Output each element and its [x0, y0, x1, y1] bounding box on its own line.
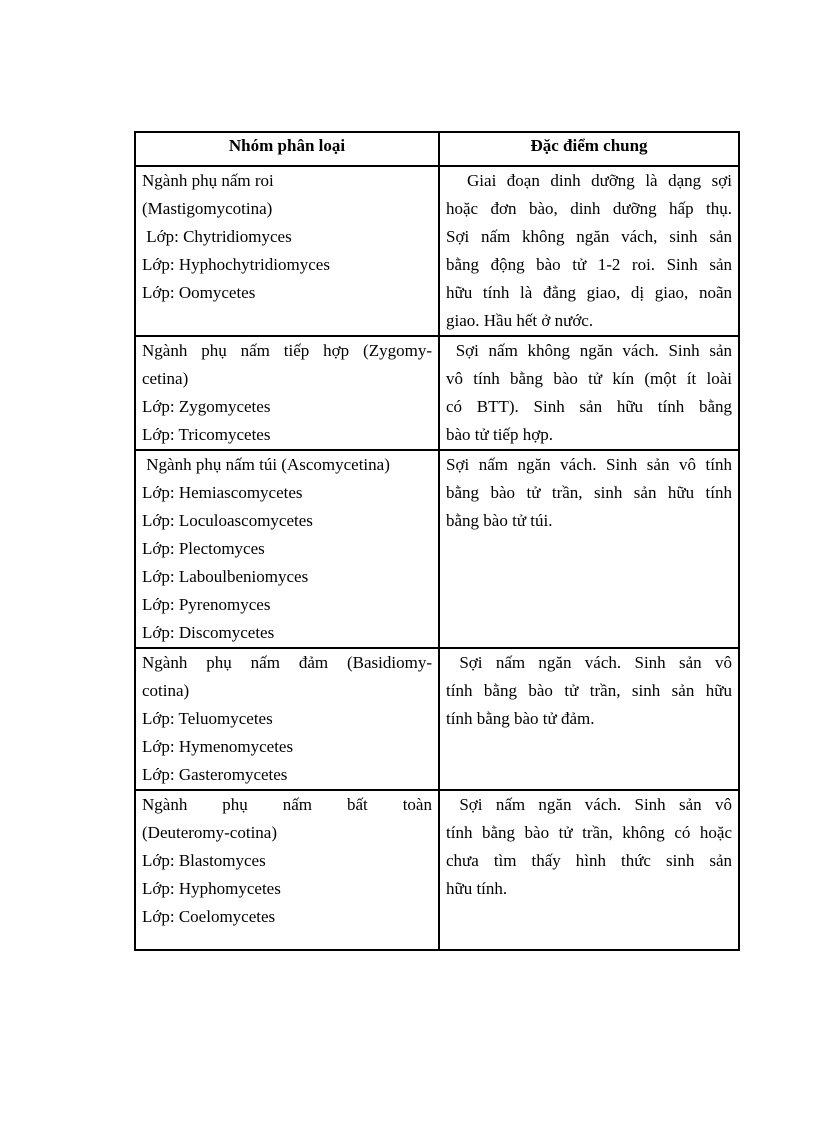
feature-line: hữu tính là đẳng giao, dị giao, noãn	[446, 283, 732, 302]
group-line: Lớp: Gasteromycetes	[142, 765, 288, 784]
group-word: nấm	[282, 795, 313, 814]
group-line: cotina)	[142, 681, 190, 700]
features-cell	[439, 336, 739, 450]
header-features: Đặc điểm chung	[439, 132, 739, 166]
table-row	[135, 450, 739, 648]
group-line: Lớp: Teluomycetes	[142, 709, 273, 728]
feature-line: bằng bào tử túi.	[446, 511, 553, 530]
feature-line: tính bằng bào tử trần, không có hoặc	[446, 823, 732, 842]
feature-line: bằng bào tử trần, sinh sản hữu tính	[446, 483, 732, 502]
group-cell	[135, 450, 439, 648]
feature-line: Sợi nấm ngăn vách. Sinh sản vô tính	[446, 455, 732, 474]
group-line: Lớp: Loculoascomycetes	[142, 511, 313, 530]
features-cell	[439, 790, 739, 950]
features-cell	[439, 166, 739, 336]
group-line: Lớp: Laboulbeniomyces	[142, 567, 309, 586]
feature-line: hoặc đơn bào, dinh dưỡng hấp thụ.	[446, 199, 732, 218]
features-cell	[439, 648, 739, 790]
group-line: Lớp: Hyphomycetes	[142, 879, 281, 898]
feature-line: Sợi nấm không ngăn vách. Sinh sản	[446, 341, 732, 360]
table-row	[135, 166, 739, 336]
group-line: Ngành phụ nấm đảm (Basidiomy-	[142, 653, 432, 672]
features-cell	[439, 450, 739, 648]
group-line: Lớp: Pyrenomyces	[142, 595, 271, 614]
group-line: Lớp: Chytridiomyces	[142, 227, 292, 246]
group-line: Lớp: Discomycetes	[142, 623, 275, 642]
feature-line: có BTT). Sinh sản hữu tính bằng	[446, 397, 732, 416]
feature-line: giao. Hầu hết ở nước.	[446, 311, 594, 330]
group-word: toàn	[402, 795, 432, 814]
table-row	[135, 648, 739, 790]
group-line: Lớp: Zygomycetes	[142, 397, 271, 416]
classification-table	[134, 131, 740, 951]
feature-line: tính bằng bào tử đảm.	[446, 709, 595, 728]
group-line: cetina)	[142, 369, 189, 388]
group-cell	[135, 648, 439, 790]
group-line: Lớp: Oomycetes	[142, 283, 256, 302]
group-line: Lớp: Plectomyces	[142, 539, 265, 558]
feature-line: tính bằng bào tử trần, sinh sản hữu	[446, 681, 732, 700]
feature-line: Giai đoạn dinh dưỡng là dạng sợi	[446, 171, 732, 190]
group-cell	[135, 790, 439, 950]
feature-line: Sợi nấm ngăn vách. Sinh sản vô	[446, 795, 732, 814]
feature-line: Sợi nấm không ngăn vách, sinh sản	[446, 227, 732, 246]
group-cell	[135, 336, 439, 450]
feature-line: vô tính bằng bào tử kín (một ít loài	[446, 369, 732, 388]
group-line: Lớp: Coelomycetes	[142, 907, 276, 926]
feature-line: bằng động bào tử 1-2 roi. Sinh sản	[446, 255, 732, 274]
group-line: (Mastigomycotina)	[142, 199, 273, 218]
group-word: bất	[346, 795, 368, 814]
table-row	[135, 790, 739, 950]
feature-line: chưa tìm thấy hình thức sinh sản	[446, 851, 732, 870]
group-line: Lớp: Blastomyces	[142, 851, 266, 870]
table-row	[135, 336, 739, 450]
group-line: Lớp: Hemiascomycetes	[142, 483, 303, 502]
group-line: Ngành phụ nấm roi	[142, 171, 274, 190]
header-group: Nhóm phân loại	[135, 132, 439, 166]
group-line: Lớp: Tricomycetes	[142, 425, 271, 444]
group-line: (Deuteromy-cotina)	[142, 823, 277, 842]
group-word: phụ	[222, 795, 248, 814]
feature-line: hữu tính.	[446, 879, 508, 898]
group-word: Ngành	[142, 795, 188, 814]
group-line: Ngành phụ nấm tiếp hợp (Zygomy-	[142, 341, 432, 360]
table-header-row	[135, 132, 739, 166]
feature-line: bào tử tiếp hợp.	[446, 425, 553, 444]
group-line: Lớp: Hymenomycetes	[142, 737, 294, 756]
group-line: Lớp: Hyphochytridiomyces	[142, 255, 330, 274]
group-line: Ngành phụ nấm túi (Ascomycetina)	[142, 455, 390, 474]
group-first-line	[142, 791, 432, 819]
feature-line: Sợi nấm ngăn vách. Sinh sản vô	[446, 653, 732, 672]
group-cell	[135, 166, 439, 336]
